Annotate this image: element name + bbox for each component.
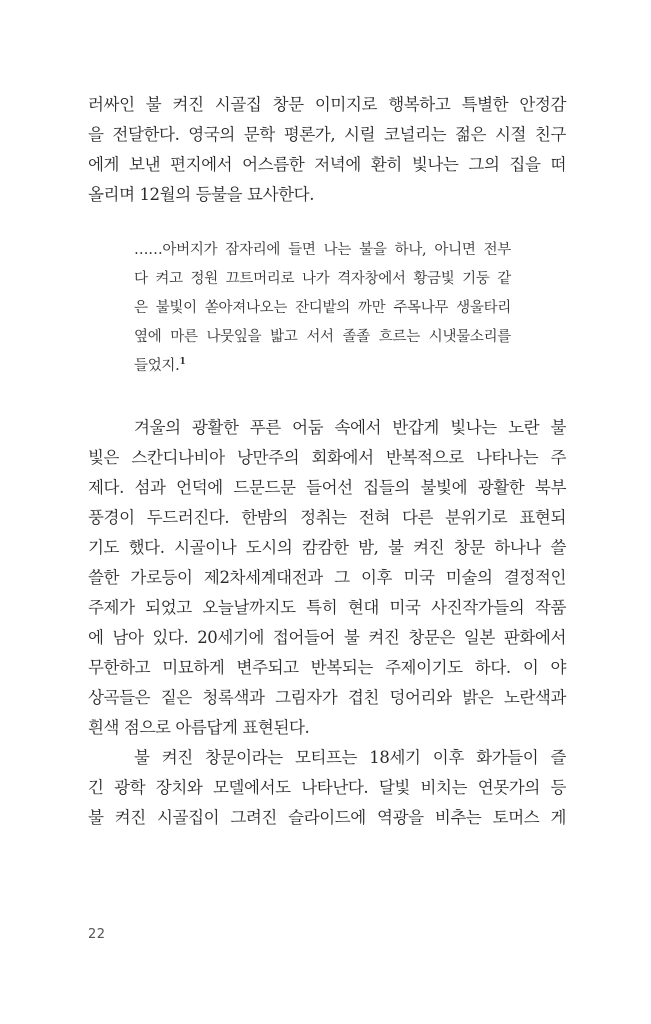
paragraph-line-11: 흰색 점으로 아름답게 표현된다. — [88, 718, 310, 737]
paragraph-line-4: 풍경이 두드러진다. 한밤의 정취는 전혀 다른 분위기로 표현되 — [88, 508, 566, 527]
paragraph-line-5: 기도 했다. 시골이나 도시의 캄캄한 밤, 불 켜진 창문 하나나 쓸 — [88, 538, 566, 557]
paragraph-line-9: 무한하고 미묘하게 변주되고 반복되는 주제이기도 하다. 이 야 — [88, 658, 566, 677]
paragraph-line-6: 쓸한 가로등이 제2차세계대전과 그 이후 미국 미술의 결정적인 — [88, 568, 566, 587]
quote-last-text: 들었지. — [134, 358, 180, 374]
paragraph-line-10: 상곡들은 짙은 청록색과 그림자가 겹친 덩어리와 밝은 노란색과 — [88, 688, 566, 707]
paragraph2-line-1: 불 켜진 창문이라는 모티프는 18세기 이후 화가들이 즐 — [134, 748, 566, 767]
quote-line-1: ……아버지가 잠자리에 들면 나는 불을 하나, 아니면 전부 — [134, 242, 511, 258]
quote-line-3: 은 불빛이 쏟아져나오는 잔디밭의 까만 주목나무 생울타리 — [134, 300, 511, 316]
intro-line-3: 에게 보낸 편지에서 어스름한 저녁에 환히 빛나는 그의 집을 떠 — [88, 155, 566, 174]
quote-line-2: 다 켜고 정원 끄트머리로 나가 격자창에서 황금빛 기둥 같 — [134, 271, 511, 287]
paragraph-line-8: 에 남아 있다. 20세기에 접어들어 불 켜진 창문은 일본 판화에서 — [88, 628, 566, 647]
quote-line-5 — [134, 356, 511, 376]
paragraph2-line-3: 불 켜진 시골집이 그려진 슬라이드에 역광을 비추는 토머스 게 — [88, 808, 566, 827]
paragraph-line-2: 빛은 스칸디나비아 낭만주의 회화에서 반복적으로 나타나는 주 — [88, 448, 566, 467]
paragraph2-line-2: 긴 광학 장치와 모델에서도 나타난다. 달빛 비치는 연못가의 등 — [88, 778, 566, 797]
intro-line-4: 올리며 12월의 등불을 묘사한다. — [88, 185, 315, 204]
intro-line-1: 러싸인 불 켜진 시골집 창문 이미지로 행복하고 특별한 안정감 — [88, 95, 566, 114]
quote-line-4: 옆에 마른 나뭇잎을 밟고 서서 졸졸 흐르는 시냇물소리를 — [134, 329, 511, 345]
paragraph-line-3: 제다. 섬과 언덕에 드문드문 들어선 집들의 불빛에 광활한 북부 — [88, 478, 566, 497]
intro-line-2: 을 전달한다. 영국의 문학 평론가, 시릴 코널리는 젊은 시절 친구 — [88, 125, 566, 144]
footnote-marker[interactable]: 1 — [179, 357, 186, 368]
paragraph-line-1: 겨울의 광활한 푸른 어둠 속에서 반갑게 빛나는 노란 불 — [134, 418, 566, 437]
page-number: 22 — [88, 927, 106, 942]
paragraph-line-7: 주제가 되었고 오늘날까지도 특히 현대 미국 사진작가들의 작품 — [88, 598, 566, 617]
